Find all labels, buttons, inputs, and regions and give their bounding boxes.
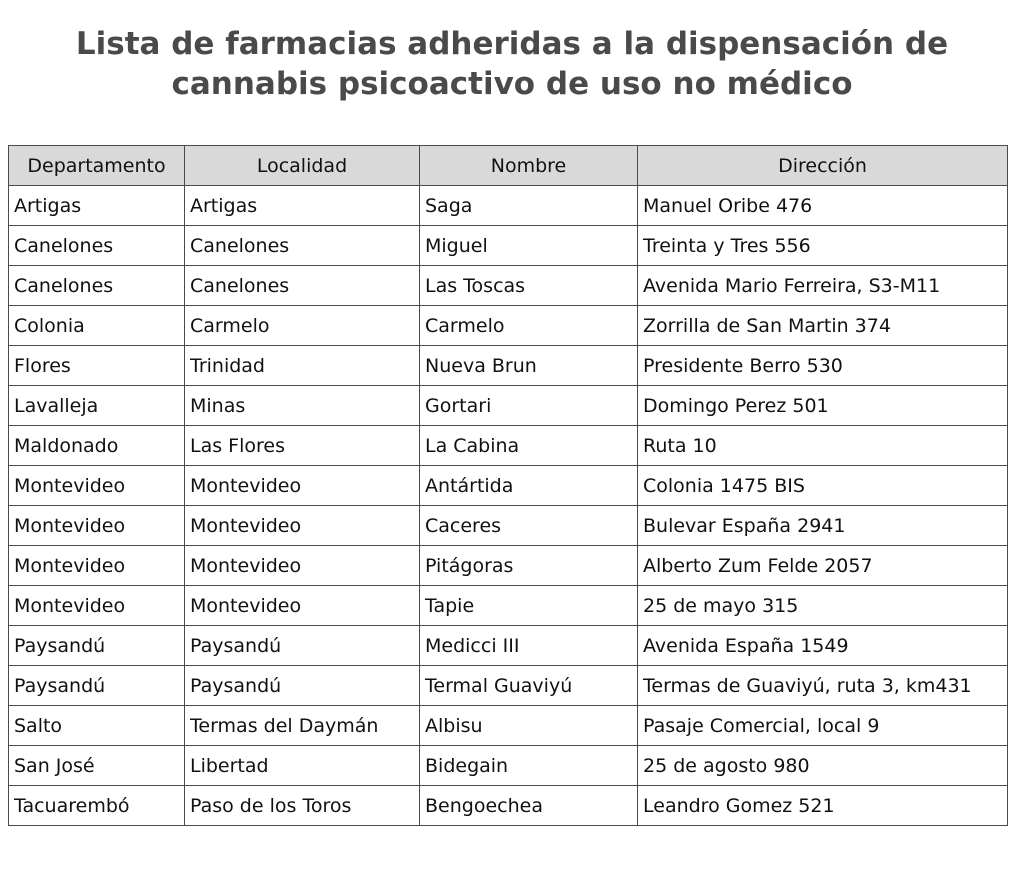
title-line-1: Lista de farmacias adheridas a la dispensación de bbox=[75, 26, 949, 62]
localidad-cell: Paysandú bbox=[185, 666, 420, 706]
nombre-cell: Termal Guaviyú bbox=[420, 666, 638, 706]
nombre-cell: Caceres bbox=[420, 506, 638, 546]
nombre-cell: La Cabina bbox=[420, 426, 638, 466]
nombre-cell: Medicci III bbox=[420, 626, 638, 666]
nombre-cell: Pitágoras bbox=[420, 546, 638, 586]
departamento-cell: Paysandú bbox=[9, 666, 185, 706]
localidad-cell: Montevideo bbox=[185, 466, 420, 506]
departamento-cell: Artigas bbox=[9, 186, 185, 226]
table-row bbox=[9, 346, 1008, 386]
direccion-cell: Manuel Oribe 476 bbox=[638, 186, 1008, 226]
direccion-cell: Avenida Mario Ferreira, S3-M11 bbox=[638, 266, 1008, 306]
header-direccion: Dirección bbox=[638, 146, 1008, 186]
direccion-cell: 25 de agosto 980 bbox=[638, 746, 1008, 786]
table-row bbox=[9, 626, 1008, 666]
departamento-cell: Paysandú bbox=[9, 626, 185, 666]
localidad-cell: Las Flores bbox=[185, 426, 420, 466]
direccion-cell: Presidente Berro 530 bbox=[638, 346, 1008, 386]
localidad-cell: Carmelo bbox=[185, 306, 420, 346]
table-row bbox=[9, 706, 1008, 746]
departamento-cell: Montevideo bbox=[9, 466, 185, 506]
table-row bbox=[9, 466, 1008, 506]
localidad-cell: Libertad bbox=[185, 746, 420, 786]
nombre-cell: Bidegain bbox=[420, 746, 638, 786]
localidad-cell: Paso de los Toros bbox=[185, 786, 420, 826]
header-departamento: Departamento bbox=[9, 146, 185, 186]
localidad-cell: Canelones bbox=[185, 226, 420, 266]
direccion-cell: Avenida España 1549 bbox=[638, 626, 1008, 666]
table-row bbox=[9, 306, 1008, 346]
departamento-cell: Montevideo bbox=[9, 586, 185, 626]
localidad-cell: Montevideo bbox=[185, 506, 420, 546]
direccion-cell: Alberto Zum Felde 2057 bbox=[638, 546, 1008, 586]
table-row bbox=[9, 586, 1008, 626]
nombre-cell: Carmelo bbox=[420, 306, 638, 346]
direccion-cell: Termas de Guaviyú, ruta 3, km431 bbox=[638, 666, 1008, 706]
nombre-cell: Bengoechea bbox=[420, 786, 638, 826]
table-body bbox=[9, 186, 1008, 826]
direccion-cell: Pasaje Comercial, local 9 bbox=[638, 706, 1008, 746]
direccion-cell: Domingo Perez 501 bbox=[638, 386, 1008, 426]
departamento-cell: Canelones bbox=[9, 226, 185, 266]
localidad-cell: Artigas bbox=[185, 186, 420, 226]
localidad-cell: Montevideo bbox=[185, 546, 420, 586]
departamento-cell: Montevideo bbox=[9, 546, 185, 586]
nombre-cell: Gortari bbox=[420, 386, 638, 426]
direccion-cell: Ruta 10 bbox=[638, 426, 1008, 466]
departamento-cell: Salto bbox=[9, 706, 185, 746]
table-row bbox=[9, 786, 1008, 826]
nombre-cell: Tapie bbox=[420, 586, 638, 626]
nombre-cell: Las Toscas bbox=[420, 266, 638, 306]
table-row bbox=[9, 746, 1008, 786]
departamento-cell: Tacuarembó bbox=[9, 786, 185, 826]
nombre-cell: Albisu bbox=[420, 706, 638, 746]
departamento-cell: Flores bbox=[9, 346, 185, 386]
title-line-2: cannabis psicoactivo de uso no médico bbox=[171, 66, 853, 102]
table-row bbox=[9, 186, 1008, 226]
table-row bbox=[9, 426, 1008, 466]
departamento-cell: San José bbox=[9, 746, 185, 786]
table-row bbox=[9, 506, 1008, 546]
table-row bbox=[9, 226, 1008, 266]
localidad-cell: Paysandú bbox=[185, 626, 420, 666]
localidad-cell: Canelones bbox=[185, 266, 420, 306]
pharmacy-table bbox=[8, 145, 1008, 826]
table-row bbox=[9, 386, 1008, 426]
direccion-cell: Bulevar España 2941 bbox=[638, 506, 1008, 546]
departamento-cell: Lavalleja bbox=[9, 386, 185, 426]
page-title bbox=[0, 24, 1024, 104]
localidad-cell: Termas del Daymán bbox=[185, 706, 420, 746]
localidad-cell: Montevideo bbox=[185, 586, 420, 626]
localidad-cell: Minas bbox=[185, 386, 420, 426]
direccion-cell: 25 de mayo 315 bbox=[638, 586, 1008, 626]
table-row bbox=[9, 666, 1008, 706]
direccion-cell: Treinta y Tres 556 bbox=[638, 226, 1008, 266]
header-localidad: Localidad bbox=[185, 146, 420, 186]
departamento-cell: Colonia bbox=[9, 306, 185, 346]
localidad-cell: Trinidad bbox=[185, 346, 420, 386]
table-row bbox=[9, 546, 1008, 586]
nombre-cell: Saga bbox=[420, 186, 638, 226]
departamento-cell: Montevideo bbox=[9, 506, 185, 546]
direccion-cell: Zorrilla de San Martin 374 bbox=[638, 306, 1008, 346]
nombre-cell: Nueva Brun bbox=[420, 346, 638, 386]
nombre-cell: Antártida bbox=[420, 466, 638, 506]
direccion-cell: Colonia 1475 BIS bbox=[638, 466, 1008, 506]
nombre-cell: Miguel bbox=[420, 226, 638, 266]
direccion-cell: Leandro Gomez 521 bbox=[638, 786, 1008, 826]
header-row bbox=[9, 146, 1008, 186]
header-nombre: Nombre bbox=[420, 146, 638, 186]
departamento-cell: Canelones bbox=[9, 266, 185, 306]
departamento-cell: Maldonado bbox=[9, 426, 185, 466]
table-row bbox=[9, 266, 1008, 306]
